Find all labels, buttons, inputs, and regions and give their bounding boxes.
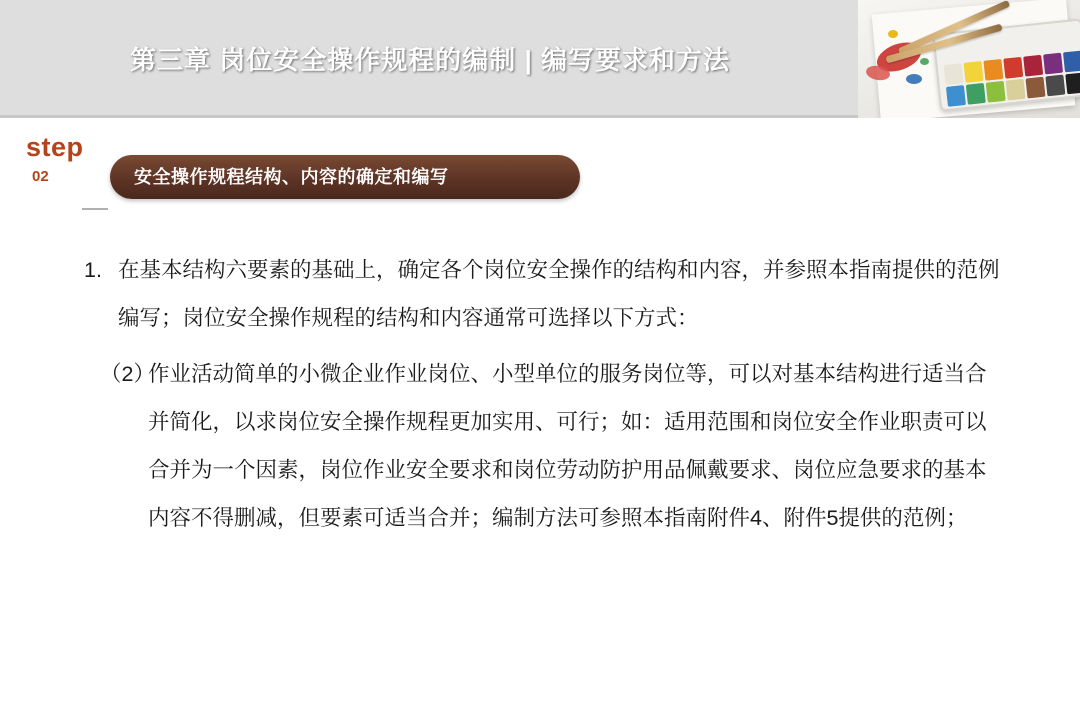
photo-palette-well — [964, 61, 984, 83]
content-body — [84, 246, 1004, 542]
photo-palette-well — [1023, 55, 1043, 77]
section-title: 安全操作规程结构、内容的确定和编写 — [134, 167, 449, 187]
photo-palette-well — [1025, 77, 1045, 99]
photo-palette-well — [986, 81, 1006, 103]
photo-palette-well — [1045, 75, 1065, 97]
photo-palette-well — [1065, 72, 1080, 94]
photo-paint-splatter — [888, 30, 898, 38]
list-text: 作业活动简单的小微企业作业岗位、小型单位的服务岗位等，可以对基本结构进行适当合并简化，以求岗位安全操作规程更加实用、可行；如：适用范围和岗位安全作业职责可以合并为一个因素，岗位作业安全要求和岗位劳动防护用品佩戴要求、岗位应急要求的基本内容不得删减，但要素可适当合并；编制方法可参照本指南附件4、附件5提供的范例； — [148, 362, 987, 530]
watercolor-palette-photo — [858, 0, 1080, 118]
photo-palette-well — [966, 83, 986, 105]
step-number: 02 — [32, 168, 49, 185]
photo-palette-wells — [944, 51, 1080, 107]
step-label: step — [26, 132, 84, 162]
list-marker: （2） — [100, 362, 155, 386]
step-badge — [14, 120, 108, 208]
content-item — [84, 246, 1004, 342]
page-title: 第三章 岗位安全操作规程的编制 | 编写要求和方法 — [130, 45, 730, 75]
photo-palette-well — [1003, 57, 1023, 79]
photo-palette-well — [944, 63, 964, 85]
photo-palette-well — [1006, 79, 1026, 101]
content-item — [84, 350, 1004, 542]
photo-paint-splatter — [920, 58, 929, 65]
section-title-pill — [110, 155, 580, 199]
photo-palette-well — [1063, 51, 1080, 73]
photo-palette — [932, 18, 1080, 111]
photo-paint-splatter — [906, 74, 922, 84]
photo-palette-well — [1043, 53, 1063, 75]
list-marker: 1. — [84, 258, 102, 282]
photo-palette-well — [983, 59, 1003, 81]
list-text: 在基本结构六要素的基础上，确定各个岗位安全操作的结构和内容，并参照本指南提供的范例编写；岗位安全操作规程的结构和内容通常可选择以下方式： — [118, 258, 1000, 330]
photo-palette-well — [946, 85, 966, 107]
